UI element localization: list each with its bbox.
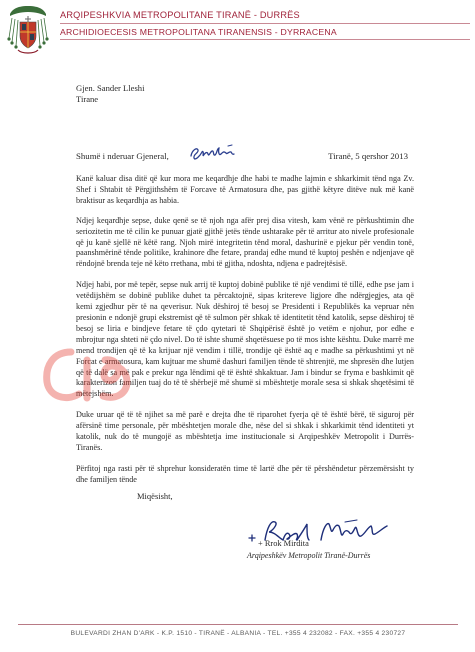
signer-title: Arqipeshkëv Metropolit Tiranë-Durrës <box>247 551 371 560</box>
body-paragraph: Kanë kaluar disa ditë që kur mora me keqardhje dhe habi te madhe lajmin e shkarkimit tënd nga Zv. Shef i Shtabit të Përgjithshëm të Forcave të Armatosura dhe, pas gjithë këtyre ditëve nuk më kanë braktisur as keqardhja as habia. <box>76 174 414 205</box>
footer-address: BULEVARDI ZHAN D'ARK - K.P. 1510 - TIRANË - ALBANIA - TEL. +355 4 232082 - FAX. +355 4 230727 <box>70 630 406 637</box>
closing-phrase: Miqësisht, <box>137 491 173 501</box>
body-paragraph: Përfitoj nga rasti për të shprehur konsideratën time të lartë dhe për të përshëndetur përzemërsisht ty dhe familjen tënde <box>76 463 414 484</box>
header-divider <box>60 23 470 24</box>
header-archdiocese-albanian: ARQIPESHKVIA METROPOLITANE TIRANË - DURRËS <box>60 10 300 20</box>
body-paragraph: Ndjej habi, por më tepër, sepse nuk arrij të kuptoj dobinë publike të një vendimi të tillë, edhe pse jam i vetëdijshëm se dobinë publike duhet ta përcaktojnë, sipas kritereve ligjore dhe ndërgjegjes, ata që kemi zgjedhur për të na qeverisur. Nuk dëshiroj të besoj se Presidenti i Republikës ka vepruar nën presionin e ndonjë grupi ekstremist që të sulmon për shkak të identitetit tënd katolik, sepse dëshiroj të besoj se liria e bindjeve fetare të çdo qytetari të Shqipërisë është jo vetëm e njohur, por edhe e mbrojtur nga shteti në çdo nivel. Do të ishte shumë shqetësuese po të mos ishte kështu. Duke marrë me mend trondijen që të ka krijuar një vendim i tillë, trondije që është aq e madhe sa përkushtimi yt në Forcat e armatosura, kam kujtuar me shumë dashuri familjen tënde të shtrenjtë, me shpresën dhe lutjen që të dalë sa më pak e prekur nga lëndimi që të është shkaktuar. Jam i bindur se fryma e bashkimit që karakterizon familjen tuaj do të të shërbejë më shumë si mbështetje morale sesa si shkak shqetësimi të mëtejshëm. <box>76 280 414 399</box>
watermark-stamp-icon <box>35 330 155 420</box>
handwritten-name-icon <box>188 142 240 162</box>
body-paragraph: Ndjej keqardhje sepse, duke qenë se të njoh nga afër prej disa vitesh, kam vënë re përkushtimin dhe seriozitetin me të cilin ke punuar gjatë gjithë jetës tënde ushtarake për të arritur ato nivele profesionale që ju kanë sjellë në këtë rang. Njoh mirë integritetin tënd moral, dashurinë e pjekur për vendin tonë, paanshmërinë tënde politike, krahinore dhe fetare, prandaj edhe mund të kuptoj peshën e ndjenjave që rëndojnë brenda teje në këto rrethana, mbi të gjitha, ndoshta, ndjena e padrejtësisë. <box>76 215 414 269</box>
header-archdiocese-latin: ARCHIDIOECESIS METROPOLITANA TIRANENSIS - DYRRACENA <box>60 27 337 37</box>
salutation: Shumë i nderuar Gjeneral, <box>76 151 169 161</box>
footer-divider <box>18 624 458 625</box>
recipient-city: Tirane <box>76 94 99 104</box>
recipient-name: Gjen. Sander Lleshi <box>76 83 145 93</box>
coat-of-arms-icon <box>6 4 50 60</box>
signer-name: + Rrok Mirdita <box>258 539 309 548</box>
header-divider <box>60 39 470 40</box>
body-paragraph: Duke uruar që të të njihet sa më parë e drejta dhe të riparohet fyerja që të është bërë, të siguroj për afërsinë time personale, për mbështetjen morale dhe, nëse del si shkak i shkarkimit tënd identiteti yt katolik, nuk do të mungojë as mbështetja ime institucionale si Arqipeshkëv Metropolit i Durrës-Tiranës. <box>76 410 414 452</box>
recipient-block <box>76 83 145 105</box>
letter-date: Tiranë, 5 qershor 2013 <box>328 151 408 161</box>
